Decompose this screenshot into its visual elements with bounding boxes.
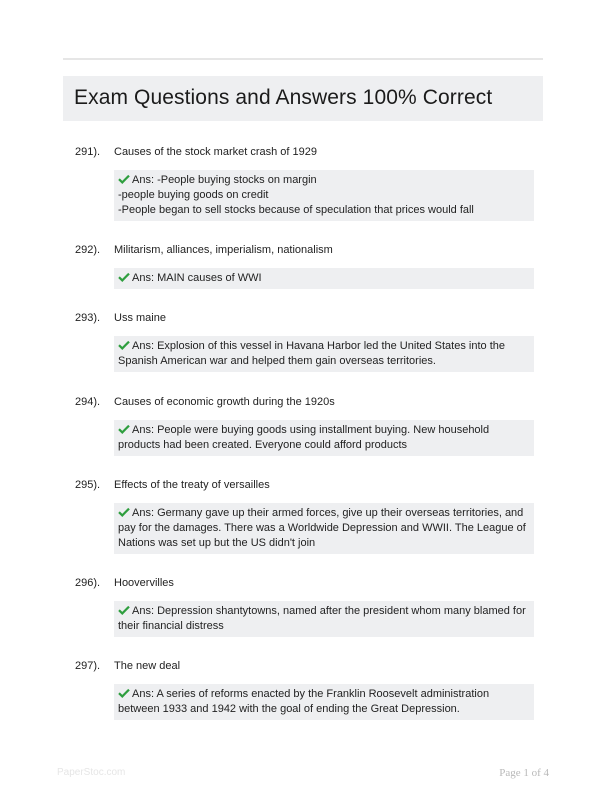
question-number: 296). (75, 577, 101, 589)
question-text: Causes of the stock market crash of 1929 (114, 146, 317, 158)
question-number: 294). (75, 396, 101, 408)
answer-text: Ans: A series of reforms enacted by the Franklin Roosevelt administration between 1933 and 1942 with the goal of ending the Great Depression. (118, 688, 490, 715)
checkmark-icon (118, 174, 130, 184)
question-text: Hoovervilles (114, 577, 174, 589)
answer-text: Ans: Explosion of this vessel in Havana Harbor led the United States into the Spanish American war and helped them gain overseas territories. (118, 340, 505, 367)
checkmark-icon (118, 688, 130, 698)
page-indicator: Page 1 of 4 (499, 767, 549, 779)
answer-box (114, 684, 534, 720)
question-number: 291). (75, 146, 101, 158)
question-text: The new deal (114, 660, 181, 672)
question-number: 292). (75, 244, 101, 256)
answer-text: Ans: Depression shantytowns, named after the president whom many blamed for their financial distress (118, 605, 526, 632)
answer-box (114, 170, 534, 221)
question-number: 297). (75, 660, 101, 672)
checkmark-icon (118, 507, 130, 517)
answer-box (114, 420, 534, 456)
question-number: 293). (75, 312, 101, 324)
checkmark-icon (118, 340, 130, 350)
page-title: Exam Questions and Answers 100% Correct (74, 86, 493, 109)
footer-site-watermark: PaperStoc.com (57, 767, 126, 778)
question-text: Causes of economic growth during the 1920s (114, 396, 335, 408)
question-text: Uss maine (114, 312, 166, 324)
answer-text: Ans: MAIN causes of WWI (132, 272, 262, 284)
question-number: 295). (75, 479, 101, 491)
checkmark-icon (118, 605, 130, 615)
question-text: Effects of the treaty of versailles (114, 479, 270, 491)
answer-box (114, 268, 534, 289)
answer-text: Ans: Germany gave up their armed forces, give up their overseas territories, and pay for the damages. There was a Worldwide Depression and WWII. The League of Nations was set up but the US didn't join (118, 507, 526, 549)
answer-box (114, 503, 534, 554)
question-text: Militarism, alliances, imperialism, nationalism (114, 244, 333, 256)
answer-text: Ans: People were buying goods using installment buying. New household products had been created. Everyone could afford products (118, 424, 490, 451)
answer-text: Ans: -People buying stocks on margin -people buying goods on credit -People began to sell stocks because of speculation that prices would fall (118, 174, 474, 216)
checkmark-icon (118, 272, 130, 282)
answer-box (114, 336, 534, 372)
answer-box (114, 601, 534, 637)
checkmark-icon (118, 424, 130, 434)
